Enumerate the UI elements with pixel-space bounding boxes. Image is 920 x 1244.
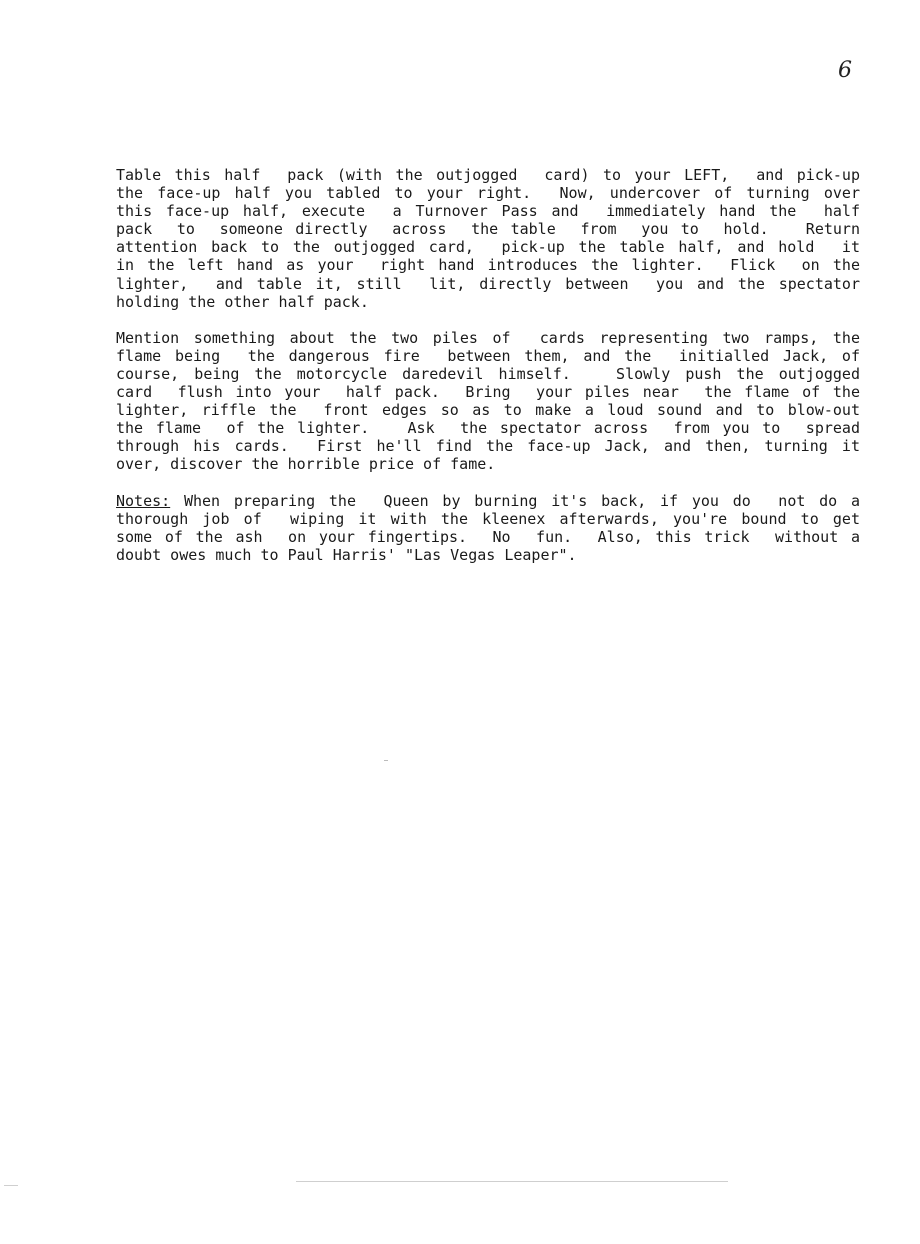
text-line: in the left hand as your right hand introduces the lighter. Flick on the (116, 256, 860, 275)
paragraph-2 (116, 329, 860, 474)
paragraph-1 (116, 166, 860, 311)
notes-label: Notes: (116, 491, 171, 510)
text-line: some of the ash on your fingertips. No fun. Also, this trick without a (116, 527, 860, 546)
text-line: attention back to the outjogged card, pick-up the table half, and hold it (116, 238, 860, 257)
scan-bottom-line (296, 1181, 728, 1182)
text-line: this face-up half, execute a Turnover Pass and immediately hand the half (116, 202, 860, 221)
text-line: pack to someone directly across the table from you to hold. Return (116, 220, 860, 239)
text-line: Mention something about the two piles of cards representing two ramps, the (116, 328, 860, 347)
text-line: through his cards. First he'll find the face-up Jack, and then, turning it (116, 437, 860, 456)
text-line: doubt owes much to Paul Harris' "Las Vegas Leaper". (116, 545, 577, 564)
text-line: lighter, and table it, still lit, directly between you and the spectator (116, 274, 860, 293)
text-line: over, discover the horrible price of fame. (116, 455, 496, 474)
text-line: the flame of the lighter. Ask the spectator across from you to spread (116, 419, 860, 438)
text-line: card flush into your half pack. Bring your piles near the flame of the (116, 383, 860, 402)
notes-first-line: When preparing the Queen by burning it's back, if you do not do a (170, 491, 860, 510)
text-line: the face-up half you tabled to your right. Now, undercover of turning over (116, 184, 860, 203)
text-line (116, 492, 860, 510)
text-line: thorough job of wiping it with the kleenex afterwards, you're bound to get (116, 509, 860, 528)
page-number: 6 (838, 58, 852, 83)
body-text (116, 166, 860, 582)
text-line: holding the other half pack. (116, 292, 369, 311)
notes-paragraph (116, 492, 860, 564)
text-line: lighter, riffle the front edges so as to make a loud sound and to blow-out (116, 401, 860, 420)
scan-speck (384, 760, 388, 761)
text-line: flame being the dangerous fire between them, and the initialled Jack, of (116, 346, 860, 365)
scan-edge-mark (4, 1185, 18, 1186)
text-line: Table this half pack (with the outjogged card) to your LEFT, and pick-up (116, 166, 860, 184)
text-line: course, being the motorcycle daredevil himself. Slowly push the outjogged (116, 364, 860, 383)
